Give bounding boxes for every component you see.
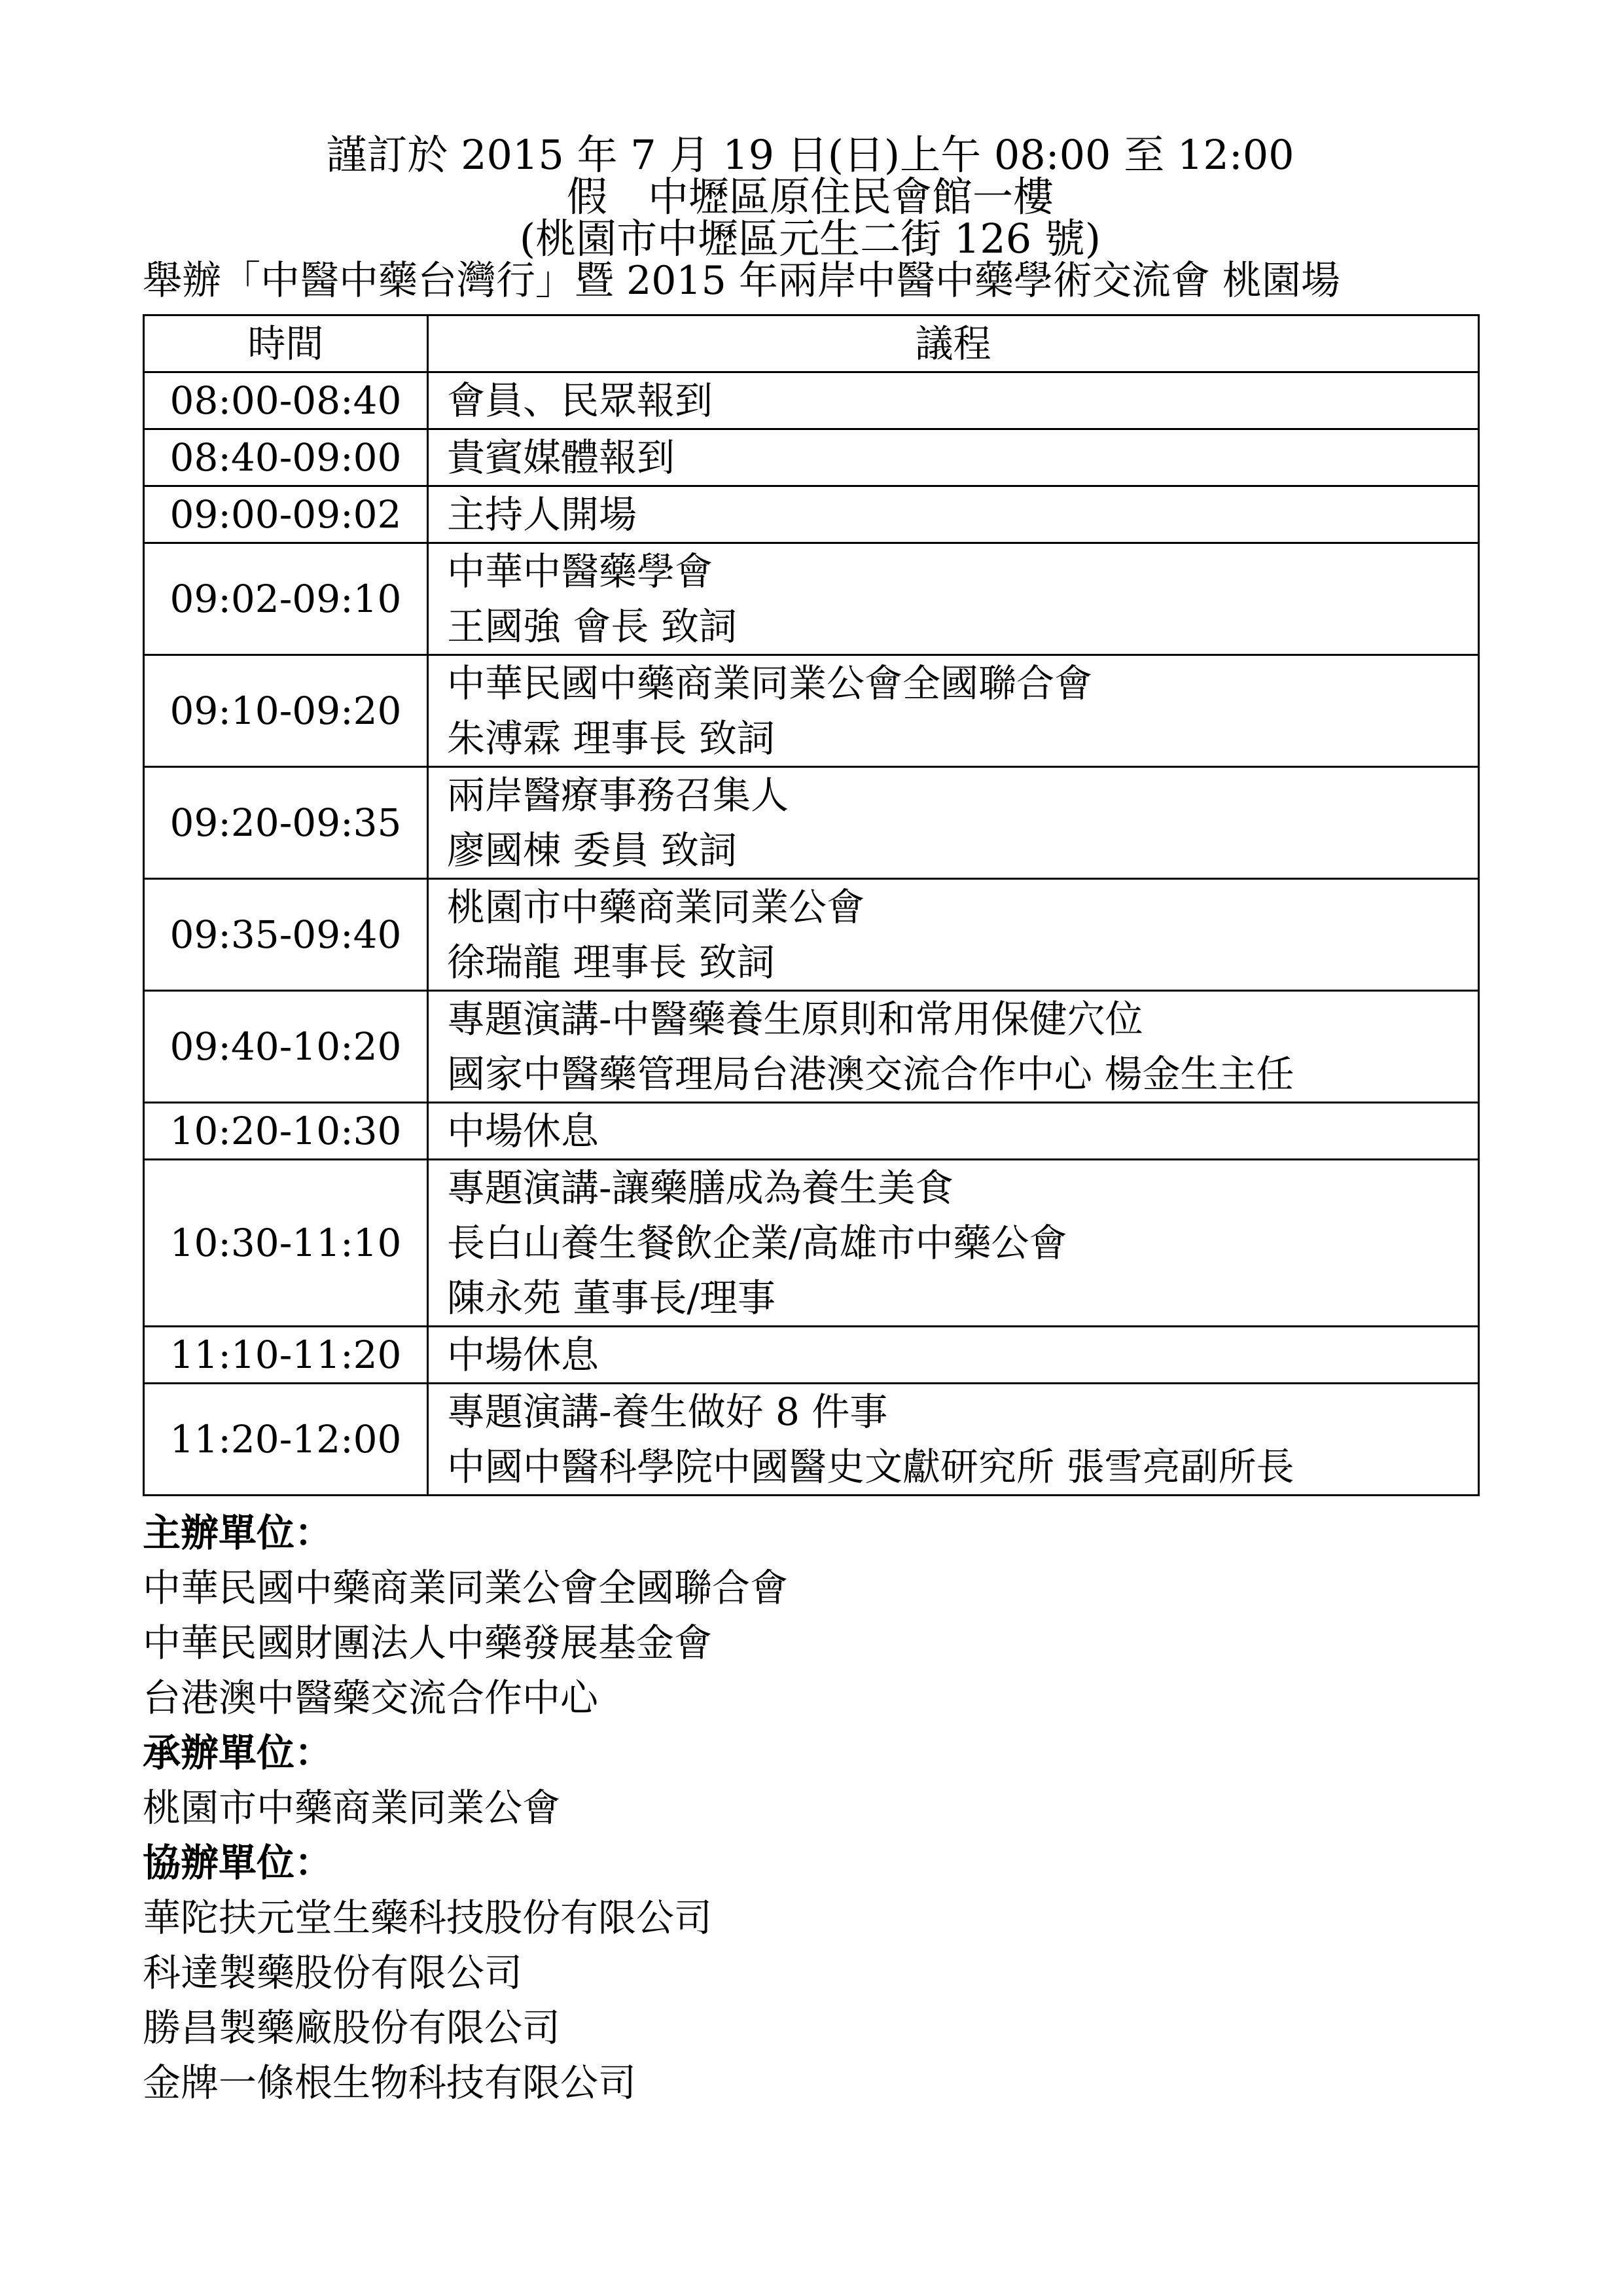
agenda-header-row <box>144 315 1479 372</box>
agenda-item <box>428 879 1479 991</box>
column-header-agenda: 議程 <box>428 315 1479 372</box>
agenda-item-line: 中華民國中藥商業同業公會全國聯合會 <box>447 661 1093 706</box>
agenda-item <box>428 1103 1479 1160</box>
agenda-item-line: 桃園市中藥商業同業公會 <box>447 885 865 929</box>
agenda-row <box>144 1160 1479 1327</box>
header-address-line: (桃園市中壢區元生二街 126 號) <box>519 215 1101 262</box>
agenda-row <box>144 486 1479 543</box>
agenda-row <box>144 372 1479 429</box>
agenda-row <box>144 429 1479 486</box>
agenda-item-line: 王國強 會長 致詞 <box>447 604 737 649</box>
agenda-item <box>428 429 1479 486</box>
agenda-time: 09:10-09:20 <box>144 655 428 767</box>
assist-unit: 金牌一條根生物科技有限公司 <box>143 2060 637 2105</box>
assist-units-title: 協辦單位： <box>143 1840 333 1885</box>
agenda-row <box>144 1384 1479 1496</box>
agenda-item-line: 會員、民眾報到 <box>447 378 713 423</box>
agenda-item-line: 兩岸醫療事務召集人 <box>447 773 789 817</box>
agenda-item <box>428 486 1479 543</box>
agenda-row <box>144 655 1479 767</box>
assist-unit: 勝昌製藥廠股份有限公司 <box>143 2005 561 2050</box>
agenda-item <box>428 655 1479 767</box>
agenda-time: 11:10-11:20 <box>144 1327 428 1384</box>
agenda-item-line: 專題演講-中醫藥養生原則和常用保健穴位 <box>447 997 1143 1041</box>
agenda-item <box>428 767 1479 879</box>
agenda-item-line: 廖國棟 委員 致詞 <box>447 828 737 872</box>
agenda-item-line: 中場休息 <box>447 1109 599 1153</box>
header-date-line: 謹訂於 2015 年 7 月 19 日(日)上午 08:00 至 12:00 <box>326 131 1294 179</box>
agenda-item-line: 專題演講-養生做好 8 件事 <box>447 1390 888 1434</box>
column-header-time: 時間 <box>144 315 428 372</box>
agenda-item-line: 主持人開場 <box>447 492 637 537</box>
agenda-row <box>144 1103 1479 1160</box>
agenda-item <box>428 372 1479 429</box>
agenda-item-line: 徐瑞龍 理事長 致詞 <box>447 940 775 984</box>
agenda-item <box>428 1384 1479 1496</box>
agenda-row <box>144 879 1479 991</box>
agenda-time: 09:02-09:10 <box>144 543 428 655</box>
agenda-time: 10:30-11:10 <box>144 1160 428 1327</box>
agenda-item-line: 朱溥霖 理事長 致詞 <box>447 716 775 761</box>
host-units-title: 主辦單位： <box>143 1511 333 1555</box>
agenda-item-line: 陳永苑 董事長/理事 <box>447 1276 776 1320</box>
agenda-item-line: 中華中醫藥學會 <box>447 549 713 594</box>
agenda-row <box>144 543 1479 655</box>
header-event-title: 舉辦「中醫中藥台灣行」暨 2015 年兩岸中醫中藥學術交流會 桃園場 <box>143 258 1340 304</box>
co-unit: 桃園市中藥商業同業公會 <box>143 1785 561 1830</box>
agenda-row <box>144 1327 1479 1384</box>
agenda-time: 08:40-09:00 <box>144 429 428 486</box>
agenda-time: 09:40-10:20 <box>144 991 428 1103</box>
agenda-item <box>428 543 1479 655</box>
agenda-time: 11:20-12:00 <box>144 1384 428 1496</box>
assist-unit: 華陀扶元堂生藥科技股份有限公司 <box>143 1895 713 1940</box>
agenda-row <box>144 991 1479 1103</box>
agenda-item <box>428 1160 1479 1327</box>
agenda-item-line: 中場休息 <box>447 1333 599 1377</box>
agenda-time: 10:20-10:30 <box>144 1103 428 1160</box>
co-units-title: 承辦單位： <box>143 1731 333 1775</box>
host-unit: 中華民國中藥商業同業公會全國聯合會 <box>143 1566 789 1610</box>
header-venue-line: 假 中壢區原住民會館一樓 <box>566 173 1054 221</box>
host-unit: 中華民國財團法人中藥發展基金會 <box>143 1621 713 1665</box>
agenda-item-line: 中國中醫科學院中國醫史文獻研究所 張雪亮副所長 <box>447 1444 1294 1489</box>
agenda-item <box>428 991 1479 1103</box>
assist-unit: 科達製藥股份有限公司 <box>143 1950 523 1995</box>
agenda-time: 08:00-08:40 <box>144 372 428 429</box>
organizers-section <box>143 1505 1478 2110</box>
agenda-item-line: 國家中醫藥管理局台港澳交流合作中心 楊金生主任 <box>447 1052 1294 1096</box>
agenda-item-line: 長白山養生餐飲企業/高雄市中藥公會 <box>447 1221 1067 1265</box>
host-unit: 台港澳中醫藥交流合作中心 <box>143 1676 599 1720</box>
agenda-time: 09:35-09:40 <box>144 879 428 991</box>
agenda-item-line: 專題演講-讓藥膳成為養生美食 <box>447 1166 954 1210</box>
agenda-time: 09:00-09:02 <box>144 486 428 543</box>
invitation-header <box>143 131 1478 304</box>
agenda-row <box>144 767 1479 879</box>
agenda-time: 09:20-09:35 <box>144 767 428 879</box>
agenda-table <box>143 314 1480 1496</box>
agenda-item <box>428 1327 1479 1384</box>
agenda-item-line: 貴賓媒體報到 <box>447 435 675 480</box>
